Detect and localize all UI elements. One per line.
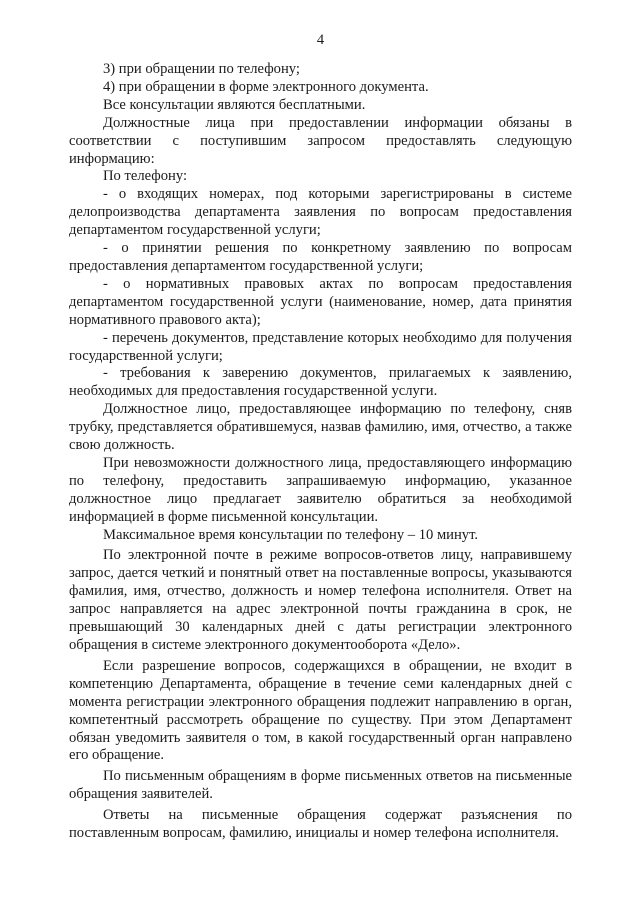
page-number: 4 bbox=[316, 32, 325, 48]
paragraph-by-phone-heading: По телефону: bbox=[103, 168, 187, 185]
paragraph-phone-procedure: Должностное лицо, предоставляющее информацию по телефону, сняв трубку, представляется обратившемуся, назвав фамилию, имя, отчество, а также свою должность. bbox=[69, 401, 572, 454]
paragraph-impossibility: При невозможности должностного лица, предоставляющего информацию по телефону, предоставить запрашиваемую информацию, указанное должностное лицо предлагает заявителю обратиться за необходимой информацией в форме письменной консультации. bbox=[69, 454, 572, 525]
list-item-documents-list: - перечень документов, представление которых необходимо для получения государственной услуги; bbox=[69, 329, 572, 364]
list-item-decision: - о принятии решения по конкретному заявлению по вопросам предоставления департаментом государственной услуги; bbox=[69, 240, 572, 274]
list-item-normative-acts: - о нормативных правовых актах по вопросам предоставления департаментом государственной услуги (наименование, номер, дата принятия нормативного правового акта); bbox=[69, 275, 572, 328]
paragraph-max-time: Максимальное время консультации по телефону – 10 минут. bbox=[103, 526, 479, 543]
paragraph-written-answers: Ответы на письменные обращения содержат разъяснения по поставленным вопросам, фамилию, инициалы и номер телефона исполнителя. bbox=[69, 807, 572, 842]
paragraph-officials-obliged: Должностные лица при предоставлении информации обязаны в соответствии с поступившим запросом предоставлять следующую информацию: bbox=[69, 114, 572, 167]
list-item-incoming-numbers: - о входящих номерах, под которыми зарегистрированы в системе делопроизводства департамента заявления по вопросам предоставления департаментом государственной услуги; bbox=[69, 186, 572, 239]
paragraph-item-3: 3) при обращении по телефону; bbox=[103, 61, 300, 77]
paragraph-email: По электронной почте в режиме вопросов-ответов лицу, направившему запрос, дается четкий и понятный ответ на поставленные вопросы, указываются фамилия, имя, отчество, должность и номер телефона исполнителя. Ответ на запрос направляется на адрес электронной почты гражданина в срок, не превышающий 30 календарных дней с даты регистрации электронного обращения в системе электронного документооборота «Дело». bbox=[69, 547, 572, 653]
list-item-certification: - требования к заверению документов, прилагаемых к заявлению, необходимых для предоставления государственной услуги. bbox=[69, 365, 572, 400]
paragraph-item-4: 4) при обращении в форме электронного документа. bbox=[103, 78, 429, 95]
paragraph-written-requests: По письменным обращениям в форме письменных ответов на письменные обращения заявителей. bbox=[69, 768, 572, 803]
paragraph-competence: Если разрешение вопросов, содержащихся в обращении, не входит в компетенцию Департамента, обращение в течение семи календарных дней с момента регистрации электронного обращения подлежит направлению в орган, компетентный рассмотреть обращение по существу. При этом Департамент обязан уведомить заявителя о том, в какой государственный орган направлено его обращение. bbox=[69, 657, 572, 764]
paragraph-free-consultations: Все консультации являются бесплатными. bbox=[103, 96, 366, 113]
